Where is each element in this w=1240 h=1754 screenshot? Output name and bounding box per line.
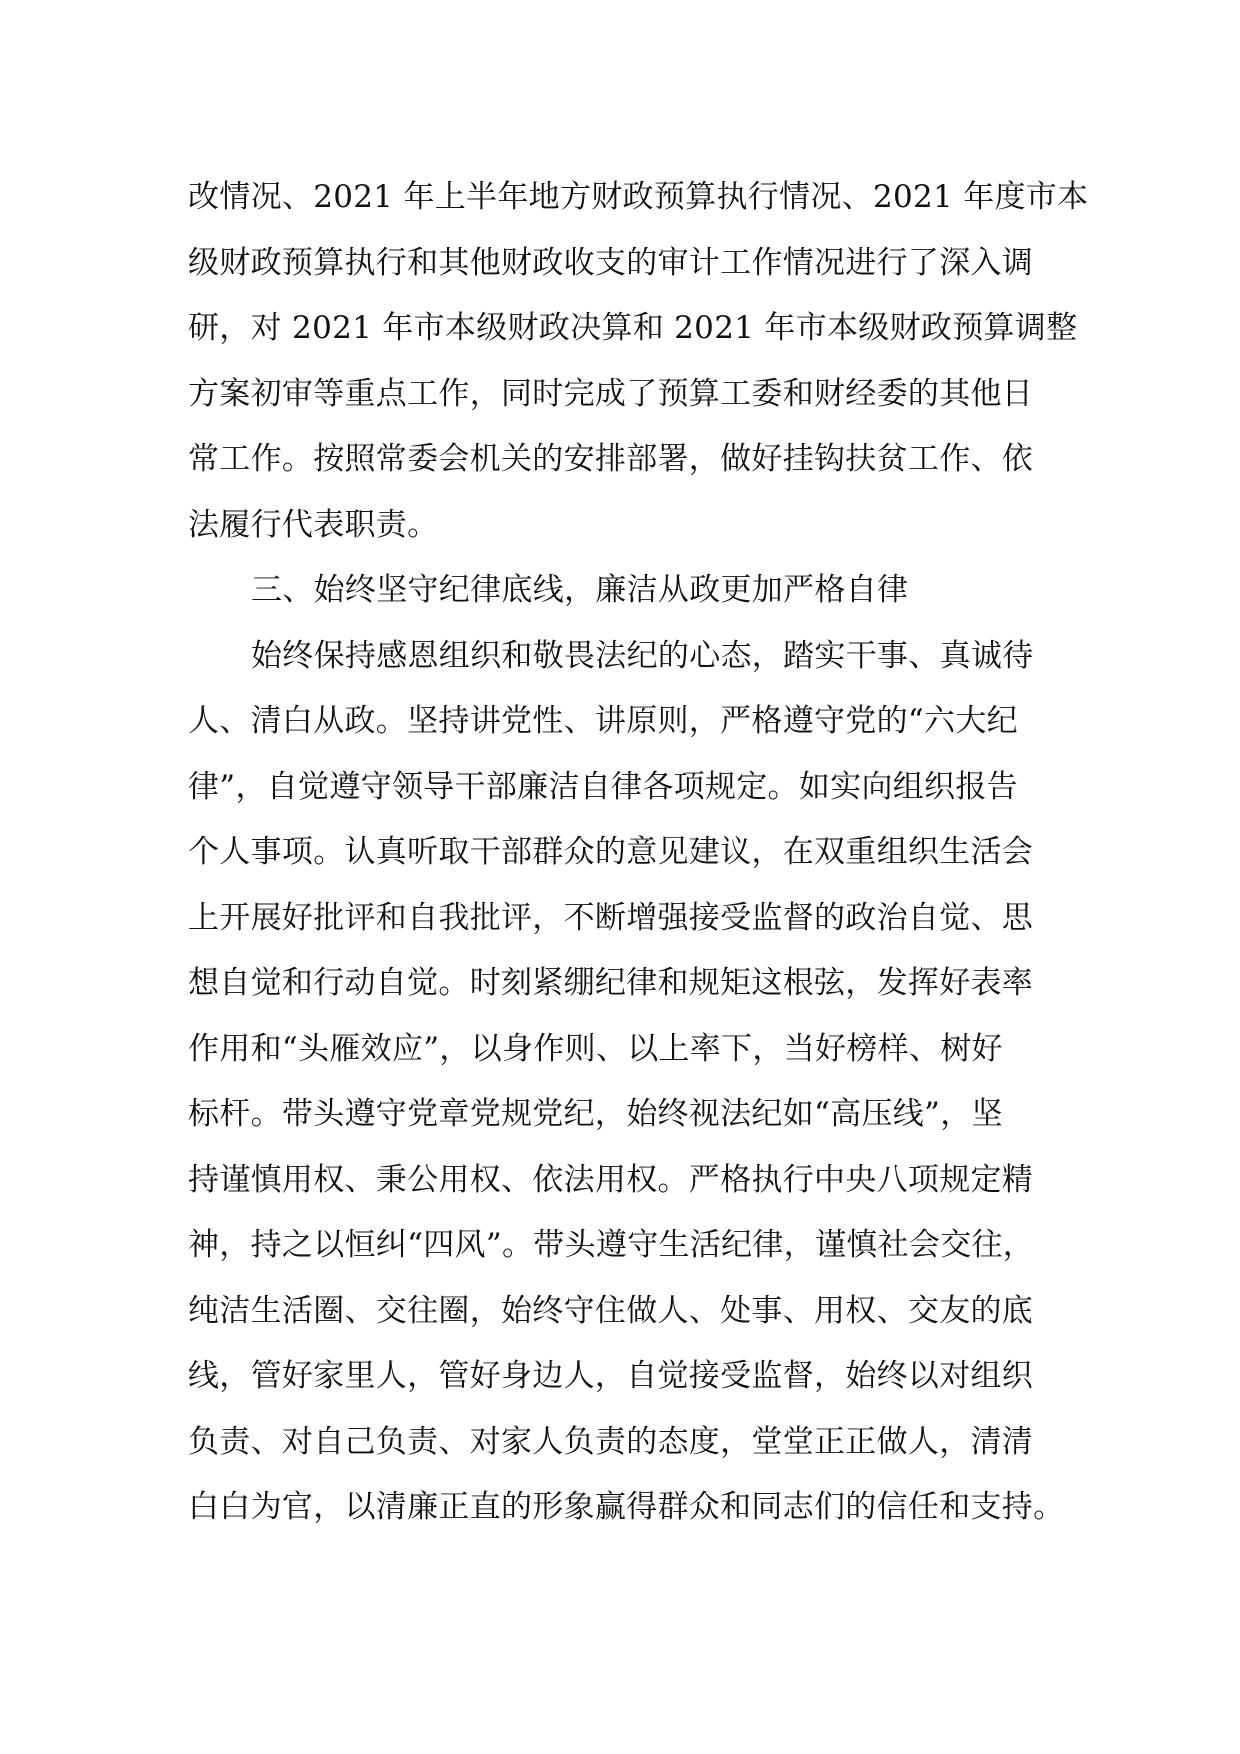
body-text-line: 负责、对自己负责、对家人负责的态度，堂堂正正做人，清清	[188, 1423, 1034, 1460]
body-text-line: 个人事项。认真听取干部群众的意见建议，在双重组织生活会	[188, 834, 1034, 870]
body-text-line: 级财政预算执行和其他财政收支的审计工作情况进行了深入调	[188, 244, 1034, 281]
body-text-line: 上开展好批评和自我批评，不断增强接受监督的政治自觉、思	[188, 899, 1034, 936]
body-text-line: 律”，自觉遵守领导干部廉洁自律各项规定。如实向组织报告	[188, 768, 1018, 805]
body-text-line: 法履行代表职责。	[188, 506, 439, 543]
paragraph-first-line: 始终保持感恩组织和敬畏法纪的心态，踏实干事、真诚待	[251, 637, 1034, 674]
section-heading: 三、始终坚守纪律底线，廉洁从政更加严格自律	[251, 572, 909, 608]
body-text-line: 神，持之以恒纠“四风”。带头遵守生活纪律，谨慎社会交往，	[188, 1227, 1035, 1263]
body-text-line: 纯洁生活圈、交往圈，始终守住做人、处事、用权、交友的底	[188, 1292, 1034, 1329]
body-text-line: 线，管好家里人，管好身边人，自觉接受监督，始终以对组织	[188, 1358, 1034, 1394]
document-body	[188, 165, 1089, 1541]
body-text-line: 持谨慎用权、秉公用权、依法用权。严格执行中央八项规定精	[188, 1161, 1034, 1198]
body-text-line: 白白为官，以清廉正直的形象赢得群众和同志们的信任和支持。	[188, 1489, 1065, 1525]
body-text-line: 人、清白从政。坚持讲党性、讲原则，严格遵守党的“六大纪	[188, 703, 1018, 739]
body-text-line: 标杆。带头遵守党章党规党纪，始终视法纪如“高压线”，坚	[188, 1096, 1003, 1132]
body-text-line: 改情况、2021 年上半年地方财政预算执行情况、2021 年度市本	[188, 179, 1089, 215]
body-text-line: 作用和“头雁效应”，以身作则、以上率下，当好榜样、树好	[188, 1030, 1003, 1067]
body-text-line: 常工作。按照常委会机关的安排部署，做好挂钩扶贫工作、依	[188, 441, 1034, 477]
body-text-line: 研，对 2021 年市本级财政决算和 2021 年市本级财政预算调整	[188, 310, 1078, 346]
body-text-line: 方案初审等重点工作，同时完成了预算工委和财经委的其他日	[188, 375, 1034, 412]
body-text-line: 想自觉和行动自觉。时刻紧绷纪律和规矩这根弦，发挥好表率	[188, 965, 1034, 1001]
